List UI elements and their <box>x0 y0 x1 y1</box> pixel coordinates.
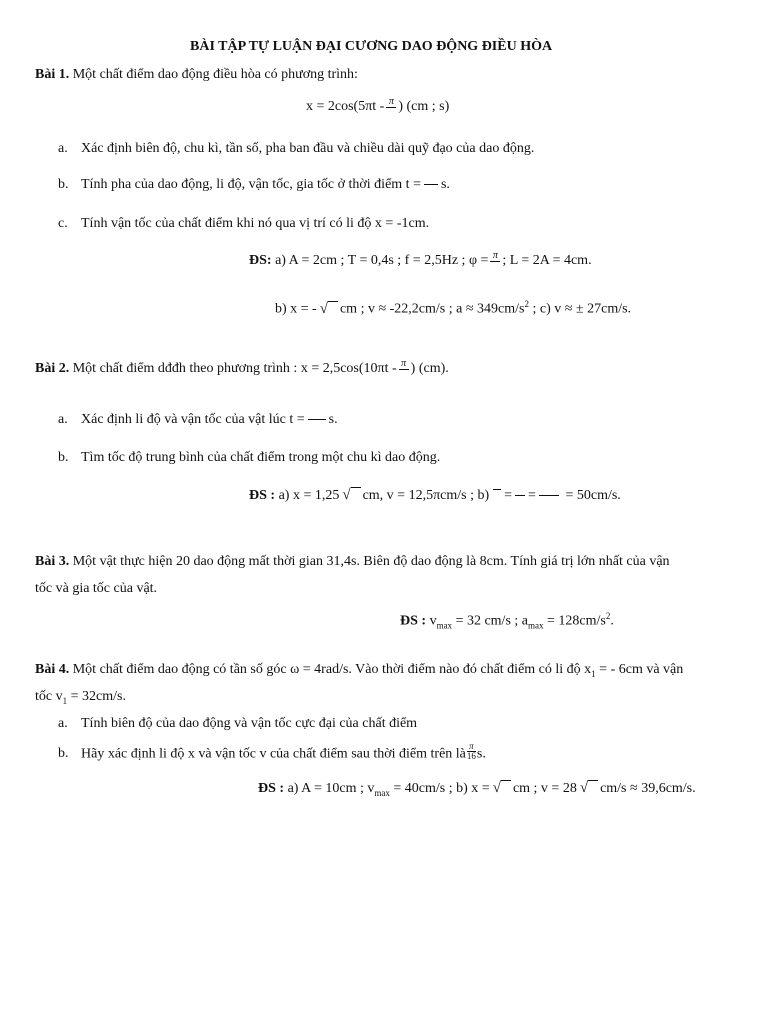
exercise-1-item-a: a. <box>58 141 68 156</box>
exercise-1-equation: x = 2cos(5πt - π ) (cm ; s) <box>306 96 450 114</box>
exercise-2-item-a-text: Xác định li độ và vận tốc của vật lúc t = s. <box>81 412 338 427</box>
document-title: BÀI TẬP TỰ LUẬN ĐẠI CƯƠNG DAO ĐỘNG ĐIỀU HÒA <box>190 39 553 54</box>
exercise-1-item-a-text: Xác định biên độ, chu kì, tần số, pha ban đầu và chiều dài quỹ đạo của dao động. <box>81 141 535 156</box>
fraction-blank <box>308 419 326 420</box>
exercise-1-answer-line-1: ĐS: a) A = 2cm ; T = 0,4s ; f = 2,5Hz ; φ = π ; L = 2A = 4cm. <box>249 250 592 268</box>
exercise-1-answer-line-2: b) x = - √ cm ; v ≈ -22,2cm/s ; $a \approx 349cm/s^2$ ; c) v ≈ ± 27cm/s. <box>275 299 632 317</box>
exercise-2-item-b: b. <box>58 450 69 465</box>
answer-label: ĐS: <box>249 253 272 268</box>
fraction: π <box>490 251 500 264</box>
exercise-4-item-b: b. <box>58 746 69 761</box>
exercise-4-item-a-text: Tính biên độ của dao động và vận tốc cực đại của chất điểm <box>81 716 418 731</box>
answer-label: ĐS : <box>258 781 285 796</box>
exercise-2-label: Bài 2. <box>35 361 70 376</box>
exercise-1-item-c: c. <box>58 216 68 231</box>
exercise-4-item-a: a. <box>58 716 68 731</box>
exercise-3-answer: ĐS : $v_{max} = 32$ cm/s ; $a_{max} = 128cm/s^2$. <box>400 611 614 631</box>
exercise-2-item-b-text: Tìm tốc độ trung bình của chất điểm trong một chu kì dao động. <box>81 450 441 465</box>
square-root: √ <box>493 779 511 798</box>
fraction: $\frac{\pi}{16}$ <box>466 741 476 761</box>
exercise-1-item-b: b. <box>58 177 69 192</box>
fraction-blank <box>424 184 438 185</box>
square-root: √ <box>342 486 360 505</box>
exercise-2-answer: ĐS : a) x = 1,25 √ cm, v = 12,5πcm/s ; b) = = = 50cm/s. <box>249 487 621 503</box>
exercise-1-item-b-text: Tính pha của dao động, li độ, vận tốc, gia tốc ở thời điểm t = s. <box>81 177 450 192</box>
exercise-2-intro: Bài 2. Một chất điểm dđđh theo phương trình : x = 2,5cos(10πt - π ) (cm). <box>35 358 449 376</box>
square-root: √ <box>320 300 338 319</box>
exercise-3-line-1: Bài 3. Một vật thực hiện 20 dao động mất thời gian 31,4s. Biên độ dao động là 8cm. Tính giá trị lớn nhất của vận <box>35 554 670 569</box>
exercise-1-item-c-text: Tính vận tốc của chất điểm khi nó qua vị trí có li độ x = -1cm. <box>81 216 430 231</box>
answer-label: ĐS : <box>400 613 427 629</box>
exercise-4-line-1: Bài 4. Một chất điểm dao động có tần số góc ω = 4rad/s. Vào thời điểm nào đó chất điểm có li độ $x_1$ = - 6cm và vận <box>35 662 684 679</box>
exercise-1-label: Bài 1. <box>35 67 70 82</box>
exercise-2-item-a: a. <box>58 412 68 427</box>
exercise-4-item-b-text: Hãy xác định li độ x và vận tốc v của chất điểm sau thời điểm trên là $\frac{\pi}{16}$ s. <box>81 741 486 762</box>
fraction: π <box>399 359 409 372</box>
exercise-4-answer: ĐS : a) A = 10cm ; $v_{max} = 40cm/s$ ; b) x = √ cm ; v = 28 √ cm/s ≈ 39,6cm/s. <box>258 780 696 798</box>
fraction-blank <box>539 495 559 496</box>
overline-mark <box>493 489 501 490</box>
exercise-3-line-2: tốc và gia tốc của vật. <box>35 581 158 596</box>
fraction-blank <box>515 495 525 496</box>
exercise-1-intro: Bài 1. Một chất điểm dao động điều hòa có phương trình: <box>35 67 358 82</box>
exercise-4-line-2: tốc $v_1 = 32cm/s$. <box>35 689 126 706</box>
exercise-4-label: Bài 4. <box>35 662 70 677</box>
fraction: π <box>386 97 396 110</box>
exercise-3-label: Bài 3. <box>35 554 70 569</box>
square-root: √ <box>580 779 598 798</box>
answer-label: ĐS : <box>249 488 276 503</box>
